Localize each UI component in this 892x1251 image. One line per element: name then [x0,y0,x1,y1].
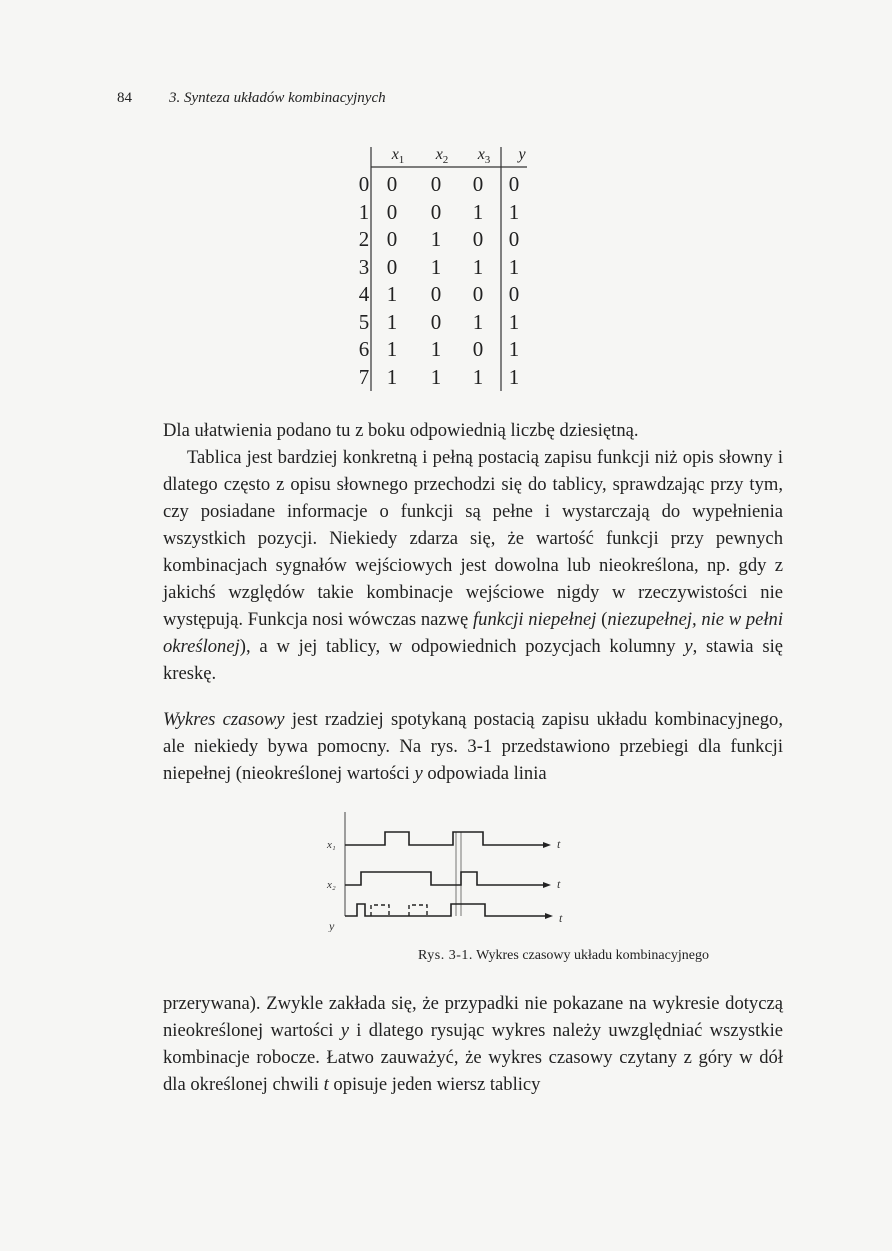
paragraph-2-text-2: odpowiada linia [422,763,547,784]
truth-table-cell-x3: 0 [472,337,484,361]
paragraph-3-text-3: opisuje jeden wiersz tablicy [328,1074,541,1095]
truth-table-cell-x3: 1 [472,254,484,279]
var-t: t [323,1074,329,1095]
paragraph-3-body [163,990,783,1098]
truth-table-cell-x1: 0 [386,172,398,196]
truth-table-cell-y: 1 [508,309,520,334]
paragraph-1 [163,417,783,687]
var-y: y [340,1020,349,1041]
paragraph-1-first-line: Dla ułatwienia podano tu z boku odpowiednią liczbę dziesiętną. [163,420,639,441]
label-t1: t [557,837,561,851]
figure-caption [418,948,709,964]
truth-table-cell-x3: 0 [472,282,484,306]
y-arrow [545,913,553,919]
truth-table-header-x2: $x_2$ [435,146,449,167]
truth-table-row-index: 3 [358,254,370,279]
var-y: y [684,636,693,657]
truth-table-cell-x1: 1 [386,282,398,306]
x1-waveform [345,832,543,845]
paragraph-3-text-1: przerywana). Zwykle zakłada się, że przypadki nie pokazane na wykresie dotyczą nieokreślonej wartości [163,993,783,1041]
paragraph-3-text-2: i dlatego rysując wykres należy uwzględniać wszystkie kombinacje robocze. Łatwo zauważyć, że wykres czasowy czytany z góry w dół dla określonej chwili [163,1020,783,1095]
truth-table-cell-x2: 0 [430,309,442,334]
label-x1: x₁ [327,839,336,851]
caption-text: Wykres czasowy układu kombinacyjnego [476,948,709,963]
label-t2: t [557,877,561,891]
x2-waveform [345,872,543,885]
term-niezupelna: niezupełnej, nie w pełni określonej [163,609,784,657]
truth-table-cell-x2: 0 [430,282,442,306]
truth-table-header-y: y [518,146,526,163]
truth-table-cell-x3: 1 [472,309,484,334]
paragraph-1-body [163,444,783,687]
truth-table-row-index: 0 [358,172,370,196]
paragraph-2-body [163,706,783,787]
truth-table-row-index: 2 [358,227,370,251]
y-undefined-1 [371,905,389,916]
truth-table-cell-y: 0 [508,172,520,196]
truth-table-cell-x3: 1 [472,364,484,389]
paragraph-1-text: Tablica jest bardziej konkretną i pełną postacią zapisu funkcji niż opis słowny i dlatego często z opisu słownego przechodzi się do tablicy, sprawdzając przy tym, czy posiadane informacje o funkcji są pełne i wystarczają do wypełnienia wszystkich pozycji. Niekiedy zdarza się, że wartość funkcji przy pewnych kombinacjach sygnałów wejściowych jest dowolna lub nieokreślona, np. gdy z jakichś względów takie kombinacje wejściowe nigdy w rzeczywistości nie występują. Funkcja nosi wówczas nazwę [163,447,783,630]
truth-table-header-x3: $x_3$ [477,146,491,167]
truth-table-cell-x2: 1 [430,337,442,361]
truth-table-cell-x1: 1 [386,364,398,389]
truth-table-cell-x2: 1 [430,364,442,389]
truth-table-cell-x1: 1 [386,309,398,334]
running-title: 3. Synteza układów kombinacyjnych [169,90,386,106]
timing-diagram [325,812,585,932]
truth-table-row-index: 5 [358,309,370,334]
term-wykres-czasowy: Wykres czasowy [163,709,285,730]
y-undefined-2 [409,905,427,916]
truth-table-cell-y: 0 [508,227,520,251]
truth-table-cell-x2: 1 [430,227,442,251]
var-y: y [414,763,423,784]
x2-arrow [543,882,551,888]
truth-table-cell-x2: 0 [430,172,442,196]
truth-table-cell-y: 0 [508,282,520,306]
truth-table-row-index: 7 [358,364,370,389]
truth-table-cell-x3: 0 [472,172,484,196]
truth-table-cell-x2: 1 [430,254,442,279]
paragraph-2 [163,706,783,787]
timing-diagram-svg [325,812,585,932]
paragraph-1-paren-close: ), a w jej tablicy, w odpowiednich pozycjach kolumny [239,636,685,657]
label-t3: t [559,911,563,925]
paragraph-1-end: , stawia się kreskę. [163,636,783,684]
page-number: 84 [117,90,132,106]
term-funkcja-niepelna: funkcji niepełnej [473,609,597,630]
truth-table-row-index: 1 [358,199,370,224]
truth-table-cell-x2: 0 [430,199,442,224]
caption-number: Rys. 3-1. [418,948,473,963]
truth-table-cell-x1: 0 [386,227,398,251]
truth-table-cell-y: 1 [508,254,520,279]
truth-table-cell-y: 1 [508,337,520,361]
truth-table [357,145,537,395]
paragraph-3 [163,990,783,1098]
truth-table-header-x1: $x_1$ [391,146,405,167]
paragraph-1-paren-open: ( [596,609,608,630]
label-x2: x₂ [327,879,336,891]
label-y: y [329,919,335,932]
truth-table-cell-y: 1 [508,199,520,224]
truth-table-cell-x1: 1 [386,337,398,361]
x1-arrow [543,842,551,848]
truth-table-cell-y: 1 [508,364,520,389]
truth-table-cell-x1: 0 [386,199,398,224]
y-waveform [345,904,545,916]
truth-table-cell-x1: 0 [386,254,398,279]
truth-table-cell-x3: 1 [472,199,484,224]
paragraph-2-text-1: jest rzadziej spotykaną postacią zapisu układu kombinacyjnego, ale niekiedy bywa pomocny. Na rys. 3-1 przedstawiono przebiegi dla funkcji niepełnej (nieokreślonej wartości [163,709,784,784]
truth-table-cell-x3: 0 [472,227,484,251]
truth-table-row-index: 6 [358,337,370,361]
truth-table-row-index: 4 [358,282,370,306]
